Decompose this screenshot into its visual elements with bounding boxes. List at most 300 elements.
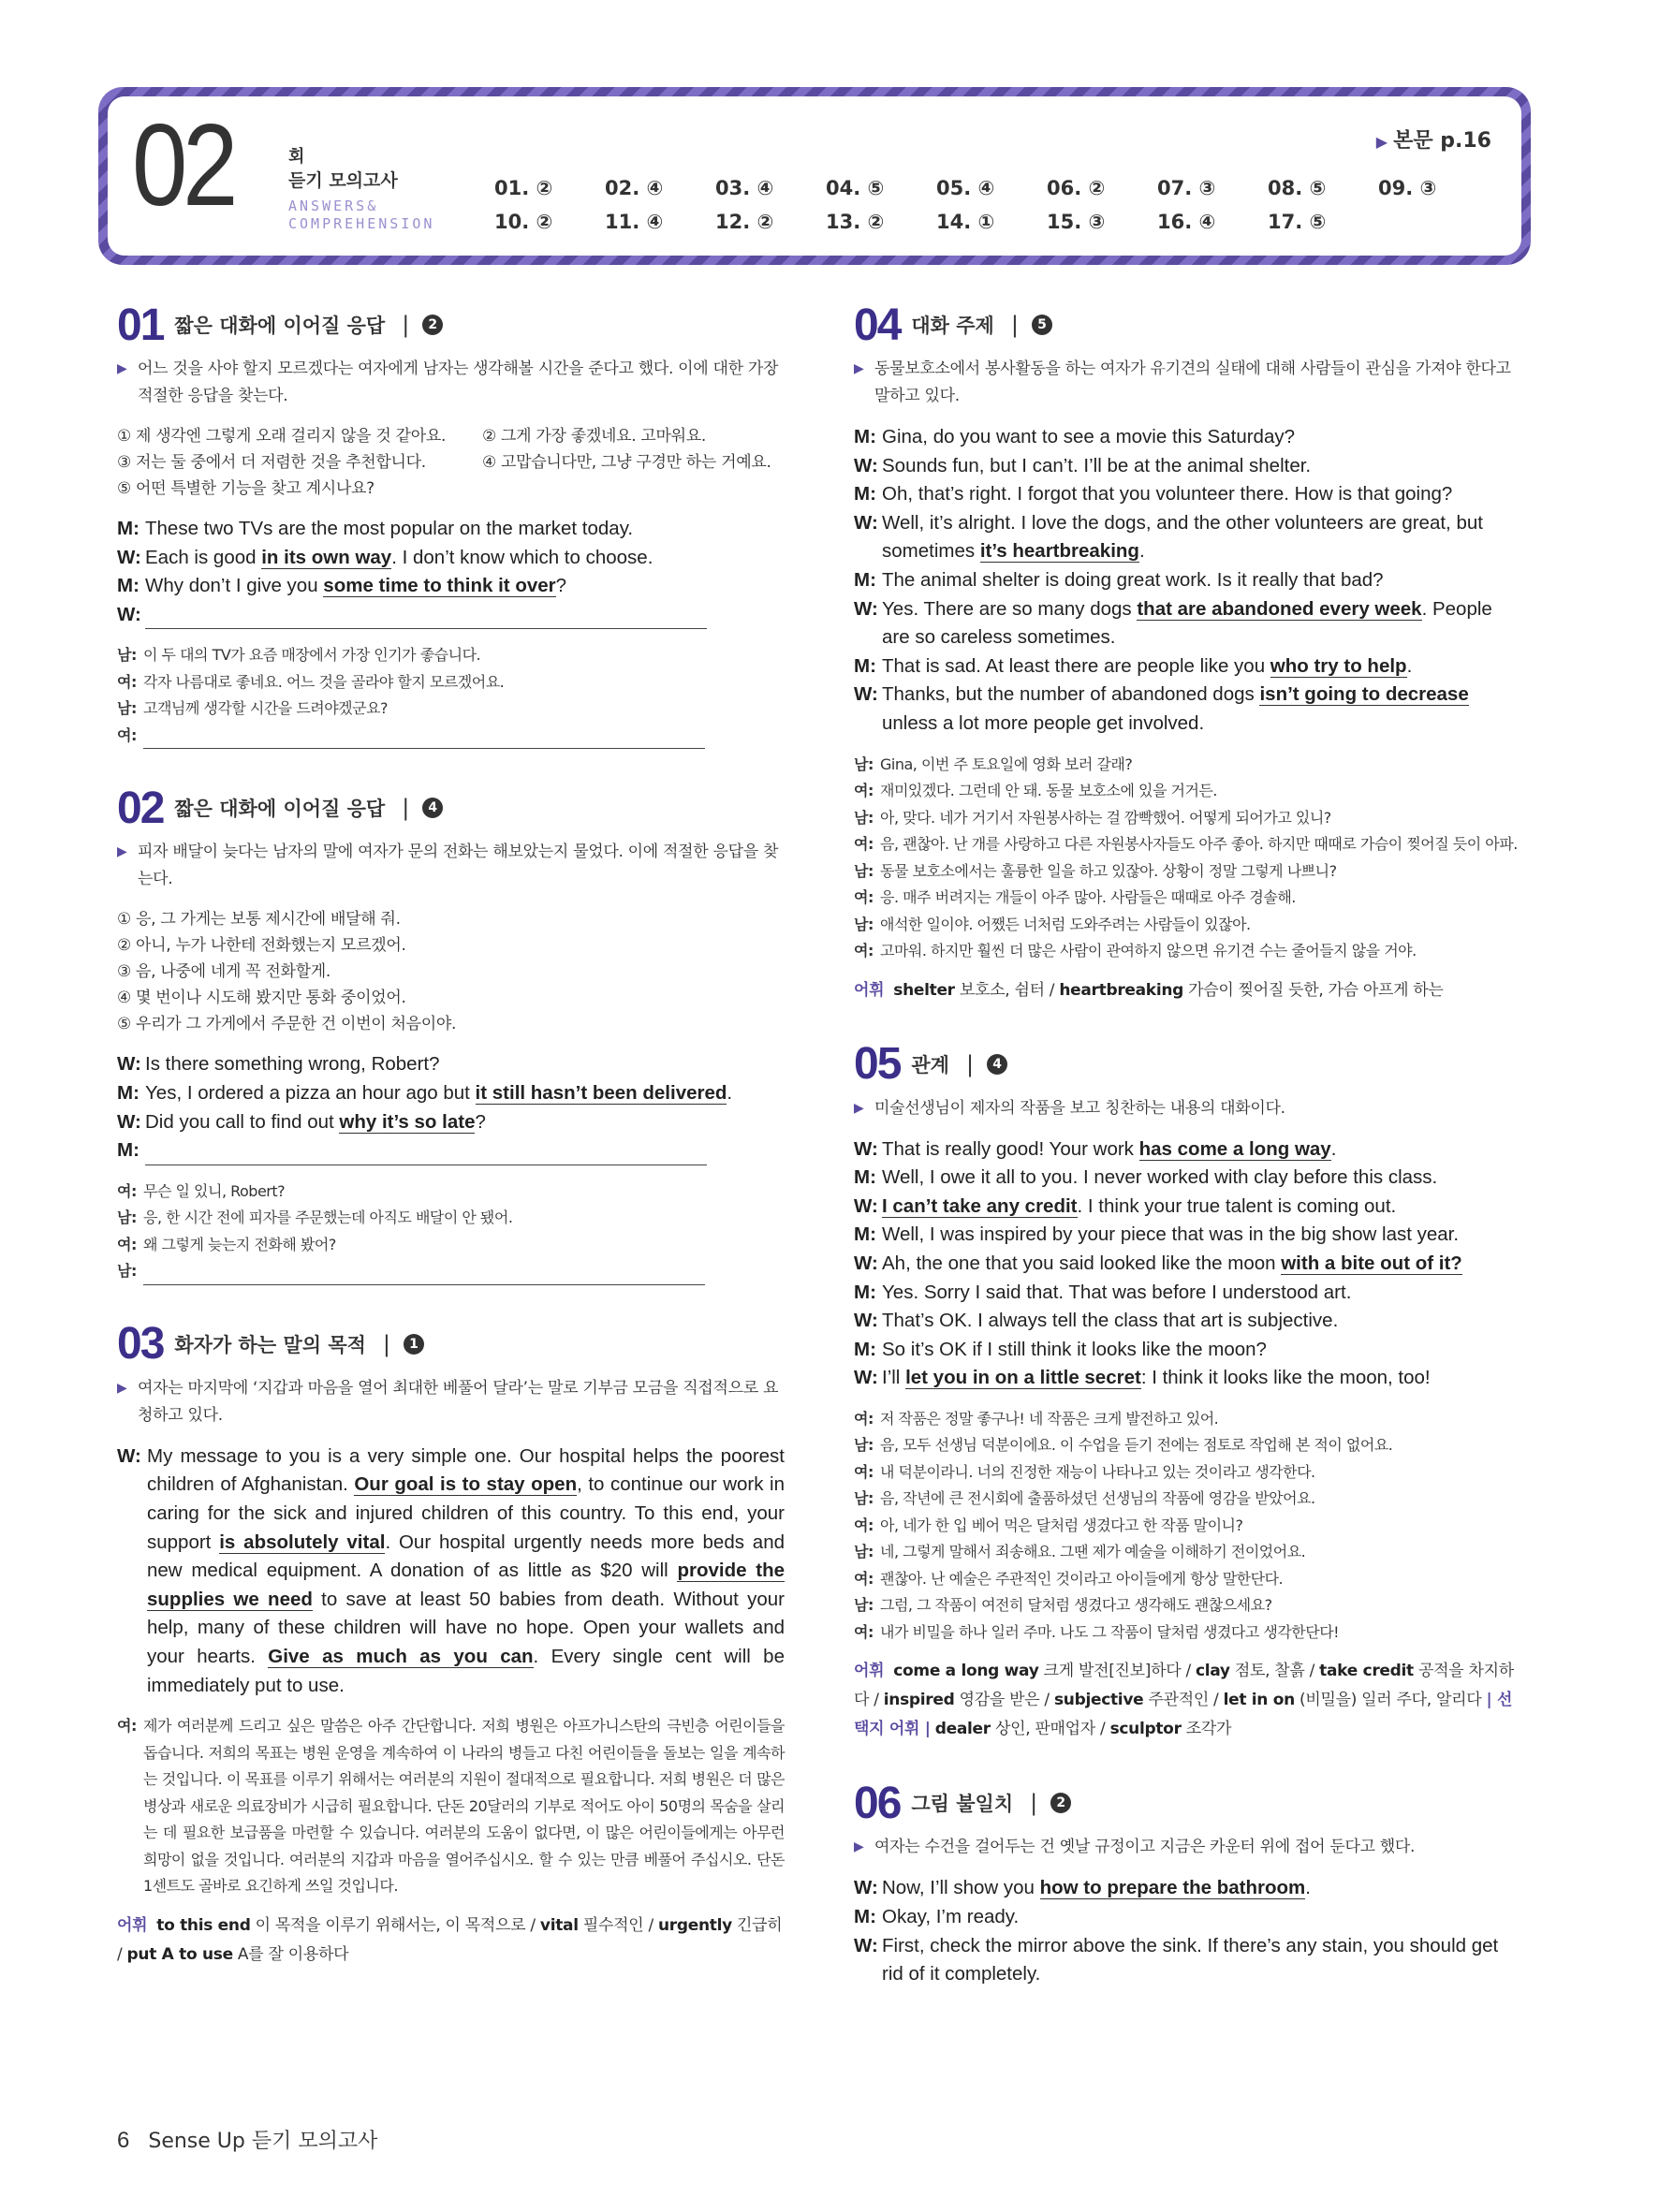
translation-line — [854, 1592, 1523, 1619]
speaker: 여: — [854, 835, 874, 854]
dialogue-line — [854, 1307, 1523, 1336]
option-vocab-tag: | 선택지 어휘 | — [854, 1691, 1513, 1739]
speaker: 남: — [117, 699, 137, 718]
speaker: 남: — [854, 1489, 874, 1508]
line-text: Now, I’ll show you — [882, 1877, 1040, 1899]
speaker: W: — [854, 1252, 878, 1274]
section-02 — [117, 781, 785, 1284]
line-text: Gina, 이번 주 토요일에 영화 보러 갈래? — [880, 754, 1133, 773]
section-number: 05 — [854, 1039, 901, 1090]
line-text: Okay, I’m ready. — [882, 1905, 1020, 1927]
section-heading — [854, 1037, 1523, 1091]
line-text: First, check the mirror above the sink. If there’s any stain, you should get rid of it completely. — [882, 1934, 1499, 1985]
translation-line — [854, 885, 1523, 912]
answer-phrase: with a bite out of it? — [1281, 1252, 1462, 1274]
dialogue-line — [854, 595, 1523, 652]
vocab-meaning: 주관적인 / — [1143, 1691, 1224, 1710]
speaker: 여: — [854, 1622, 874, 1641]
vocab-term: put A to use — [126, 1944, 233, 1964]
section-06 — [854, 1776, 1523, 1988]
line-text: 아, 네가 한 입 베어 먹은 달처럼 생겼다고 한 작품 말이니? — [880, 1516, 1243, 1534]
answer-phrase: who try to help — [1270, 654, 1407, 677]
line-text: to save at least 50 babies from death. Without your help, many of these children will have no hope. Open your wallets and your hearts. — [147, 1588, 785, 1667]
translation-line — [854, 912, 1523, 939]
answer-phrase: how to prepare the bathroom — [1039, 1877, 1306, 1899]
section-heading — [117, 781, 785, 835]
translation-line — [854, 1513, 1523, 1540]
line-text: 아, 맞다. 네가 거기서 자원봉사하는 걸 깜빡했어. 어떻게 되어가고 있니? — [880, 808, 1331, 827]
answer-badge: 2 — [1050, 1793, 1071, 1813]
vocab-term: let in on — [1223, 1691, 1295, 1710]
vocab-meaning: 보호소, 쉼터 / — [954, 980, 1060, 1000]
dialogue — [854, 423, 1523, 739]
dialogue-line — [854, 681, 1523, 738]
speaker: 여: — [854, 782, 874, 800]
line-text: . — [1305, 1877, 1311, 1899]
section-number: 01 — [117, 300, 164, 350]
section-01 — [117, 298, 785, 749]
speaker: 여: — [117, 1717, 137, 1736]
answer-blank — [143, 730, 705, 749]
translation-line — [117, 1713, 785, 1900]
vocab-meaning: 긴급히 / — [117, 1915, 783, 1964]
dialogue-line — [117, 1050, 785, 1079]
vocab-term: sculptor — [1109, 1720, 1182, 1739]
explanation — [117, 839, 785, 893]
explanation-text: 미술선생님이 제자의 작품을 보고 칭찬하는 내용의 대화이다. — [874, 1098, 1285, 1118]
answer-phrase: it still hasn’t been delivered — [475, 1081, 727, 1104]
divider: | — [1030, 1790, 1038, 1817]
explanation — [117, 1375, 785, 1429]
line-text: That is sad. At least there are people like you — [882, 654, 1270, 677]
speaker: 여: — [854, 1409, 874, 1428]
section-title: 짧은 대화에 이어질 응답 — [174, 798, 386, 821]
section-number: 04 — [854, 300, 901, 350]
dialogue-line — [854, 1250, 1523, 1279]
translation-line — [854, 938, 1523, 965]
translation-line — [117, 642, 785, 669]
speaker: 남: — [117, 1209, 137, 1227]
dialogue-line — [117, 1079, 785, 1108]
line-text: . — [1330, 1137, 1337, 1160]
line-text: . I don’t know which to choose. — [391, 546, 653, 568]
divider: | — [965, 1050, 975, 1077]
speaker: 여: — [117, 1235, 137, 1253]
speaker: 남: — [854, 1543, 874, 1561]
dialogue-line — [117, 1136, 785, 1165]
option-item: ⑤ 어떤 특별한 기능을 찾고 계시나요? — [117, 479, 374, 498]
line-text: 제가 여러분께 드리고 싶은 말씀은 아주 간단합니다. 저희 병원은 아프가니스탄의 극빈층 어린이들을 돕습니다. 저희의 목표는 병원 운영을 계속하여 이 나라의 병들고 다친 어린이들을 돌보는 일을 계속하는 것입니다. 이 목표를 이루기 위해서는 여러분의 지원이 절대적으로 필요합니다. 저희 병원은 더 많은 병상과 새로운 의료장비가 시급히 필요합니다. 단돈 20달러의 기부로 적어도 아이 50명의 목숨을 살리는 데 필요한 보급품을 마련할 수 있습니다. 여러분의 도움이 없다면, 이 많은 어린이들에게는 아무런 희망이 없을 것입니다. 여러분의 지갑과 마음을 열어주십시오. 할 수 있는 만큼 베풀어 주십시오. 단돈 1센트도 골바로 요긴하게 쓰일 것입니다. — [143, 1717, 785, 1896]
answer-item: 02. ④ — [605, 177, 664, 199]
translation-line — [117, 696, 785, 723]
option-item: ③ 저는 둘 중에서 더 저렴한 것을 추천합니다. — [117, 453, 426, 472]
right-column — [854, 298, 1523, 2021]
vocab-term: subjective — [1053, 1691, 1144, 1710]
answer-badge: 4 — [987, 1054, 1007, 1075]
speaker: 여: — [854, 1516, 874, 1534]
dialogue-line — [854, 566, 1523, 595]
vocab-meaning: 가슴이 찢어질 듯한, 가슴 아프게 하는 — [1183, 980, 1444, 1000]
vocab-term: clay — [1195, 1662, 1230, 1681]
line-text: . Our hospital urgently needs more beds and new medical equipment. A donation of as little as $20 will — [147, 1531, 786, 1582]
line-text: 응. 매주 버려지는 개들이 아주 많아. 사람들은 때때로 아주 경솔해. — [880, 888, 1296, 907]
test-number: 02 — [132, 101, 234, 230]
explanation — [117, 356, 785, 410]
dialogue — [117, 515, 785, 629]
speaker: 남: — [854, 754, 874, 773]
dialogue-line — [854, 1874, 1523, 1903]
section-04 — [854, 298, 1523, 1005]
line-text: The animal shelter is doing great work. Is it really that bad? — [882, 568, 1384, 591]
speaker: W: — [854, 683, 878, 706]
speaker: W: — [854, 597, 878, 620]
explanation-text: 여자는 마지막에 ‘지갑과 마음을 열어 최대한 베풀어 달라’는 말로 기부금 모금을 직접적으로 요청하고 있다. — [138, 1378, 779, 1425]
speaker: 남: — [117, 1262, 137, 1281]
section-title: 그림 불일치 — [911, 1793, 1014, 1816]
line-text: 저 작품은 정말 좋구나! 네 작품은 크게 발전하고 있어. — [880, 1409, 1219, 1428]
vocab-meaning: 조각가 — [1181, 1720, 1232, 1739]
divider: | — [402, 795, 410, 822]
option-item: ① 제 생각엔 그렇게 오래 걸리지 않을 것 같아요. — [117, 427, 447, 446]
answer-item: 11. ④ — [605, 211, 664, 233]
line-text: : I think it looks like the moon, too! — [1140, 1367, 1431, 1389]
line-text: 고마워. 하지만 훨씬 더 많은 사람이 관여하지 않으면 유기견 수는 줄어들지 않을 거야. — [880, 942, 1417, 960]
speaker: 남: — [854, 808, 874, 827]
line-text: 무슨 일 있니, Robert? — [143, 1181, 286, 1200]
translation-line — [117, 1179, 785, 1206]
vocab-tag: 어휘 — [854, 1662, 885, 1681]
line-text: 각자 나름대로 좋네요. 어느 것을 골라야 할지 모르겠어요. — [143, 672, 505, 691]
translation-line — [854, 1459, 1523, 1487]
answer-badge: 5 — [1032, 315, 1052, 335]
vocab-term: to this end — [156, 1915, 251, 1935]
line-text: That’s OK. I always tell the class that art is subjective. — [882, 1310, 1339, 1332]
explanation — [854, 1834, 1523, 1861]
translation — [854, 1406, 1523, 1647]
translation-line — [854, 1406, 1523, 1433]
footer-label: Sense Up 듣기 모의고사 — [148, 2130, 378, 2153]
answer-item: 16. ④ — [1157, 211, 1216, 233]
explanation — [854, 356, 1523, 410]
line-text: . — [727, 1081, 733, 1104]
vocab-meaning: 필수적인 / — [578, 1915, 658, 1935]
header-banner — [98, 87, 1531, 265]
line-text: . Every single cent will be immediately put to use. — [147, 1645, 785, 1696]
speaker: W: — [117, 1110, 141, 1133]
page-reference — [1376, 125, 1491, 154]
answer-phrase: is absolutely vital — [219, 1531, 386, 1553]
speaker: 여: — [854, 942, 874, 960]
line-text: 음, 작년에 큰 전시회에 출품하셨던 선생님의 작품에 영감을 받았어요. — [880, 1489, 1315, 1508]
dialogue-line — [854, 1932, 1523, 1989]
line-text: 음, 괜찮아. 난 개를 사랑하고 다른 자원봉사자들도 아주 좋아. 하지만 때때로 가슴이 찢어질 듯이 아파. — [880, 835, 1518, 854]
speaker: M: — [854, 426, 876, 447]
vocab-meaning: (비밀을) 일러 주다, 알리다 — [1294, 1691, 1487, 1710]
speaker: W: — [117, 1053, 141, 1076]
monologue-text — [117, 1443, 785, 1700]
dialogue-line — [117, 601, 785, 630]
triangle-right-icon: ▶ — [854, 1100, 864, 1116]
translation-line — [854, 858, 1523, 886]
speaker: 남: — [854, 1436, 874, 1455]
speaker: W: — [854, 1877, 878, 1899]
line-text: 고객님께 생각할 시간을 드려야겠군요? — [143, 699, 389, 718]
speaker: 여: — [117, 725, 137, 744]
speaker: 여: — [854, 1462, 874, 1481]
speaker: M: — [117, 575, 140, 597]
answer-item: 08. ⑤ — [1268, 177, 1327, 199]
dialogue-line — [854, 1164, 1523, 1193]
translation-line — [854, 805, 1523, 832]
vocab-term: come a long way — [893, 1662, 1039, 1681]
translation-line — [854, 1432, 1523, 1459]
answer-item: 12. ② — [715, 211, 774, 233]
line-text: Is there something wrong, Robert? — [145, 1053, 440, 1076]
speaker: 여: — [117, 1181, 137, 1200]
dialogue-line — [854, 1135, 1523, 1165]
line-text: 재미있겠다. 그런데 안 돼. 동물 보호소에 있을 거거든. — [880, 782, 1217, 800]
translation-line — [117, 1232, 785, 1259]
line-text: These two TVs are the most popular on the market today. — [145, 518, 634, 539]
speaker: 남: — [117, 646, 137, 665]
vocabulary — [854, 1657, 1523, 1744]
speaker: M: — [854, 1166, 876, 1189]
dialogue-line — [117, 572, 785, 601]
dialogue-line — [854, 1279, 1523, 1308]
line-text: 그럼, 그 작품이 여전히 달처럼 생겼다고 생각해도 괜찮으세요? — [880, 1596, 1272, 1615]
line-text: . I think your true talent is coming out. — [1077, 1194, 1397, 1217]
explanation-text: 피자 배달이 늦다는 남자의 말에 여자가 문의 전화는 해보았는지 물었다. 이에 적절한 응답을 찾는다. — [138, 842, 779, 889]
speaker: 남: — [854, 861, 874, 880]
answer-item: 15. ③ — [1047, 211, 1106, 233]
section-title: 화자가 하는 말의 목적 — [174, 1333, 366, 1356]
option-item: ④ 몇 번이나 시도해 봤지만 통화 중이었어. — [117, 989, 406, 1008]
vocab-tag: 어휘 — [854, 980, 885, 1000]
speaker: 남: — [854, 1596, 874, 1615]
page-footer — [117, 2125, 377, 2154]
speaker: 남: — [854, 915, 874, 933]
test-title: 듣기 모의고사 — [288, 170, 398, 191]
answer-phrase: in its own way — [261, 546, 392, 568]
options — [117, 423, 785, 502]
vocab-meaning: 영감을 받은 / — [954, 1691, 1054, 1710]
line-text: 애석한 일이야. 어쨌든 너처럼 도와주려는 사람들이 있잖아. — [880, 915, 1251, 933]
vocabulary — [117, 1912, 785, 1970]
speaker: W: — [117, 1444, 141, 1467]
translation-line — [854, 831, 1523, 858]
translation — [117, 642, 785, 749]
speaker: M: — [117, 1081, 140, 1104]
vocab-term: vital — [539, 1915, 579, 1935]
dialogue-line — [854, 423, 1523, 452]
line-text: , to continue our work in caring for the sick and injured children of this country. To this end, your support — [147, 1473, 785, 1553]
section-number: 02 — [117, 783, 164, 833]
line-text: unless a lot more people get involved. — [882, 711, 1205, 734]
translation — [854, 752, 1523, 965]
option-item: ① 응, 그 가게는 보통 제시간에 배달해 줘. — [117, 910, 401, 930]
header-banner-inner — [108, 96, 1521, 256]
dialogue-line — [854, 652, 1523, 681]
vocab-meaning: 공적을 차지하다 / — [854, 1662, 1514, 1710]
answer-phrase: let you in on a little secret — [905, 1367, 1141, 1389]
option-item: ⑤ 우리가 그 가게에서 주문한 건 이번이 처음이야. — [117, 1015, 457, 1034]
translation-line — [854, 1539, 1523, 1566]
line-text: Thanks, but the number of abandoned dogs — [882, 683, 1260, 706]
speaker: M: — [854, 1281, 876, 1303]
translation-line — [854, 1566, 1523, 1593]
answer-item: 14. ① — [936, 211, 995, 233]
vocab-meaning: A를 잘 이용하다 — [232, 1944, 349, 1964]
vocab-meaning: 이 목적을 이루기 위해서는, 이 목적으로 / — [250, 1915, 540, 1935]
speaker: M: — [117, 518, 140, 539]
line-text: Well, I was inspired by your piece that was in the big show last year. — [882, 1223, 1460, 1246]
answer-item: 05. ④ — [936, 177, 995, 199]
speaker: 여: — [854, 888, 874, 907]
option-item: ③ 음, 나중에 네게 꼭 전화할게. — [117, 962, 331, 982]
vocab-term: inspired — [883, 1691, 955, 1710]
line-text: ? — [555, 575, 567, 597]
triangle-right-icon: ▶ — [854, 1839, 864, 1855]
answer-phrase: I can’t take any credit — [882, 1194, 1078, 1217]
answer-badge: 1 — [404, 1334, 424, 1355]
divider: | — [402, 312, 410, 338]
answer-phrase: that are abandoned every week — [1137, 597, 1422, 620]
page-reference-text: 본문 p.16 — [1393, 129, 1491, 153]
line-text: 내 덕분이라니. 너의 진정한 재능이 나타나고 있는 것이라고 생각한다. — [880, 1462, 1315, 1481]
dialogue-line — [854, 1364, 1523, 1393]
vocab-term: urgently — [657, 1915, 732, 1935]
speaker: W: — [854, 1934, 878, 1956]
line-text: Gina, do you want to see a movie this Saturday? — [882, 426, 1296, 447]
triangle-right-icon: ▶ — [117, 361, 127, 376]
vocabulary — [854, 976, 1523, 1005]
monologue — [117, 1443, 785, 1700]
section-heading — [854, 1776, 1523, 1830]
speaker: 여: — [854, 1569, 874, 1588]
line-text: Ah, the one that you said looked like the moon — [882, 1252, 1282, 1274]
section-05 — [854, 1037, 1523, 1745]
line-text: Yes. Sorry I said that. That was before I understood art. — [882, 1281, 1352, 1303]
line-text: Yes. There are so many dogs — [882, 597, 1138, 620]
answer-badge: 2 — [422, 315, 443, 335]
option-item: ④ 고맙습니다만, 그냥 구경만 하는 거예요. — [482, 453, 771, 472]
line-text: My message to you is a very simple one. Our hospital helps the poorest children of Afghanistan. — [147, 1444, 785, 1496]
section-heading — [117, 298, 785, 352]
line-text: So it’s OK if I still think it looks like the moon? — [882, 1338, 1267, 1360]
divider: | — [1010, 312, 1019, 338]
section-title: 짧은 대화에 이어질 응답 — [174, 315, 386, 337]
line-text: 왜 그렇게 늦는지 전화해 봤어? — [143, 1235, 336, 1253]
dialogue-line — [117, 544, 785, 573]
section-heading — [117, 1317, 785, 1371]
answer-phrase: why it’s so late — [339, 1110, 476, 1133]
section-heading — [854, 298, 1523, 352]
answer-blank — [145, 608, 707, 629]
answer-phrase: Give as much as you can — [268, 1645, 534, 1667]
translation-line — [117, 723, 785, 750]
line-text: 내가 비밀을 하나 일러 주마. 나도 그 작품이 달처럼 생겼다고 생각한단다! — [880, 1622, 1340, 1641]
line-text: That is really good! Your work — [882, 1137, 1139, 1160]
line-text: ? — [475, 1110, 486, 1133]
section-03 — [117, 1317, 785, 1970]
dialogue-line — [854, 1193, 1523, 1222]
speaker: W: — [854, 511, 878, 534]
vocab-term: dealer — [934, 1720, 991, 1739]
translation-line — [854, 778, 1523, 805]
answer-item: 01. ② — [494, 177, 553, 199]
speaker: M: — [854, 654, 876, 677]
triangle-right-icon: ▶ — [854, 361, 864, 376]
line-text: . — [1406, 654, 1413, 677]
translation-line — [117, 1258, 785, 1285]
dialogue-line — [854, 452, 1523, 481]
answer-phrase: it’s heartbreaking — [979, 540, 1139, 563]
speaker: W: — [854, 1310, 878, 1332]
answer-item: 04. ⑤ — [826, 177, 885, 199]
speaker: M: — [854, 483, 876, 505]
answer-item: 10. ② — [494, 211, 553, 233]
line-text: Why don’t I give you — [145, 575, 324, 597]
answer-badge: 4 — [422, 798, 443, 818]
vocab-term: take credit — [1319, 1662, 1414, 1681]
line-text: Each is good — [145, 546, 262, 568]
speaker: W: — [117, 546, 141, 568]
triangle-right-icon: ▶ — [117, 1380, 127, 1396]
speaker: M: — [854, 1905, 876, 1927]
line-text: 응, 한 시간 전에 피자를 주문했는데 아직도 배달이 안 됐어. — [143, 1209, 513, 1227]
answer-phrase: isn’t going to decrease — [1259, 683, 1469, 706]
line-text: I’ll — [882, 1367, 906, 1389]
dialogue-line — [117, 515, 785, 544]
dialogue-line — [117, 1108, 785, 1137]
answer-phrase: some time to think it over — [323, 575, 556, 597]
speaker: W: — [117, 603, 141, 625]
speaker: M: — [117, 1139, 140, 1162]
answer-blank — [145, 1145, 707, 1165]
speaker: W: — [854, 1367, 878, 1389]
line-text: Sounds fun, but I can’t. I’ll be at the animal shelter. — [882, 454, 1312, 476]
answer-item: 03. ④ — [715, 177, 774, 199]
explanation-text: 여자는 수건을 걸어두는 건 옛날 규정이고 지금은 카운터 위에 접어 둔다고 했다. — [874, 1838, 1416, 1857]
dialogue-line — [854, 1903, 1523, 1932]
dialogue-line — [854, 1221, 1523, 1250]
dialogue-line — [854, 1336, 1523, 1365]
line-text: . People are so careless sometimes. — [882, 597, 1492, 649]
speaker: W: — [854, 454, 878, 476]
line-text: 동물 보호소에서는 훌륭한 일을 하고 있잖아. 상황이 정말 그렇게 나쁘니? — [880, 861, 1337, 880]
test-number-suffix: 회 — [288, 147, 305, 167]
speaker: W: — [854, 1137, 878, 1160]
vocab-term: heartbreaking — [1059, 980, 1184, 1000]
answer-item: 06. ② — [1047, 177, 1106, 199]
line-text: 이 두 대의 TV가 요즘 매장에서 가장 인기가 좋습니다. — [143, 646, 481, 665]
dialogue-line — [854, 480, 1523, 509]
section-number: 03 — [117, 1319, 164, 1370]
answer-item: 07. ③ — [1157, 177, 1216, 199]
answer-phrase: Our goal is to stay open — [354, 1473, 578, 1496]
line-text: 네, 그렇게 말해서 죄송해요. 그땐 제가 예술을 이해하기 전이었어요. — [880, 1543, 1306, 1561]
answer-phrase: has come a long way — [1138, 1137, 1331, 1160]
line-text: Did you call to find out — [145, 1110, 340, 1133]
translation — [117, 1713, 785, 1900]
explanation-text: 동물보호소에서 봉사활동을 하는 여자가 유기견의 실태에 대해 사람들이 관심을 가져야 한다고 말하고 있다. — [874, 359, 1511, 405]
vocab-tag: 어휘 — [117, 1915, 148, 1935]
dialogue — [117, 1050, 785, 1165]
left-column — [117, 298, 785, 2001]
line-text: 괜찮아. 난 예술은 주관적인 것이라고 아이들에게 항상 말한단다. — [880, 1569, 1284, 1588]
vocab-meaning: 점토, 찰흙 / — [1229, 1662, 1320, 1681]
line-text: 음, 모두 선생님 덕분이에요. 이 수업을 듣기 전에는 점토로 작업해 본 적이 없어요. — [880, 1436, 1393, 1455]
